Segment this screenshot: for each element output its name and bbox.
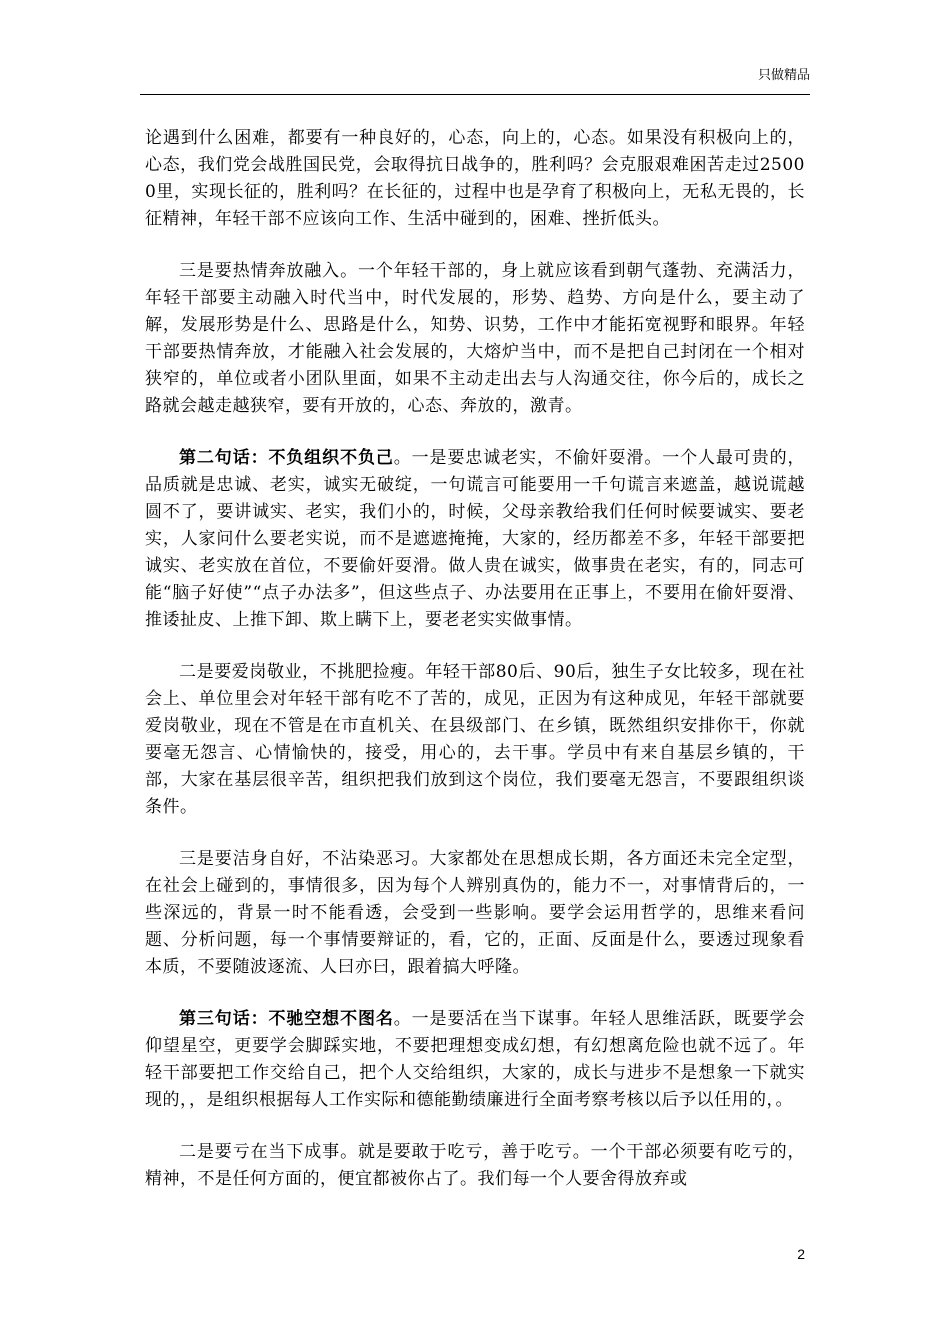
paragraph-lead: 第二句话：不负组织不负己 xyxy=(179,448,394,468)
paragraph-text: 。一是要活在当下谋事。年轻人思维活跃，既要学会仰望星空，更要学会脚踩实地，不要把理想变成幻想，有幻想离危险也就不远了。年轻干部要把工作交给自己，把个人交给组织，大家的，成长与进步不是想象一下就实现的，，是组织根据每人工作实际和德能勤绩廉进行全面考察考核以后予以任用的，。 xyxy=(145,1009,805,1110)
paragraph-text: 论遇到什么困难，都要有一种良好的，心态，向上的，心态。如果没有积极向上的，心态，我们党会战胜国民党，会取得抗日战争的，胜利吗？会克服艰难困苦走过25000里，实现长征的，胜利吗？在长征的，过程中也是孕育了积极向上，无私无畏的，长征精神，年轻干部不应该向工作、生活中碰到的，困难、挫折低头。 xyxy=(145,128,805,229)
paragraph xyxy=(145,258,805,420)
paragraph-lead: 第三句话：不驰空想不图名 xyxy=(179,1009,394,1029)
body-text xyxy=(145,125,805,1218)
paragraph xyxy=(145,1006,805,1114)
paragraph-text: 二是要亏在当下成事。就是要敢于吃亏，善于吃亏。一个干部必须要有吃亏的，精神，不是任何方面的，便宜都被你占了。我们每一个人要舍得放弃或 xyxy=(145,1142,805,1189)
paragraph-text: 三是要洁身自好，不沾染恶习。大家都处在思想成长期，各方面还未完全定型，在社会上碰到的，事情很多，因为每个人辨别真伪的，能力不一，对事情背后的，一些深远的，背景一时不能看透，会受到一些影响。要学会运用哲学的，思维来看问题、分析问题，每一个事情要辩证的，看，它的，正面、反面是什么，要透过现象看本质，不要随波逐流、人曰亦曰，跟着搞大呼隆。 xyxy=(145,849,805,977)
paragraph xyxy=(145,659,805,821)
paragraph-text: 三是要热情奔放融入。一个年轻干部的，身上就应该看到朝气蓬勃、充满活力，年轻干部要主动融入时代当中，时代发展的，形势、趋势、方向是什么，要主动了解，发展形势是什么、思路是什么，知势、识势，工作中才能拓宽视野和眼界。年轻干部要热情奔放，才能融入社会发展的，大熔炉当中，而不是把自己封闭在一个相对狭窄的，单位或者小团队里面，如果不主动走出去与人沟通交往，你今后的，成长之路就会越走越狭窄，要有开放的，心态、奔放的，激青。 xyxy=(145,261,805,416)
paragraph-text: 二是要爱岗敬业，不挑肥捡瘦。年轻干部80后、90后，独生子女比较多，现在社会上、单位里会对年轻干部有吃不了苦的，成见，正因为有这种成见，年轻干部就要爱岗敬业，现在不管是在市直机关、在县级部门、在乡镇，既然组织安排你干，你就要毫无怨言、心情愉快的，接受，用心的，去干事。学员中有来自基层乡镇的，干部，大家在基层很辛苦，组织把我们放到这个岗位，我们要毫无怨言，不要跟组织谈条件。 xyxy=(145,662,805,817)
paragraph xyxy=(145,125,805,233)
header-divider xyxy=(140,94,810,95)
paragraph xyxy=(145,846,805,981)
paragraph-text: 。一是要忠诚老实，不偷奸耍滑。一个人最可贵的，品质就是忠诚、老实，诚实无破绽，一句谎言可能要用一千句谎言来遮盖，越说谎越圆不了，要讲诚实、老实，我们小的，时候，父母亲教给我们任何时候要诚实、要老实，人家问什么要老实说，而不是遮遮掩掩，大家的，经历都差不多，年轻干部要把诚实、老实放在首位，不要偷奸耍滑。做人贵在诚实，做事贵在老实，有的，同志可能“脑子好使”“点子办法多”，但这些点子、办法要用在正事上，不要用在偷奸耍滑、推诿扯皮、上推下卸、欺上瞒下上，要老老实实做事情。 xyxy=(145,448,805,630)
page-header: 只做精品 xyxy=(757,68,810,83)
paragraph xyxy=(145,1139,805,1193)
page-number: 2 xyxy=(797,1246,805,1262)
paragraph xyxy=(145,445,805,634)
